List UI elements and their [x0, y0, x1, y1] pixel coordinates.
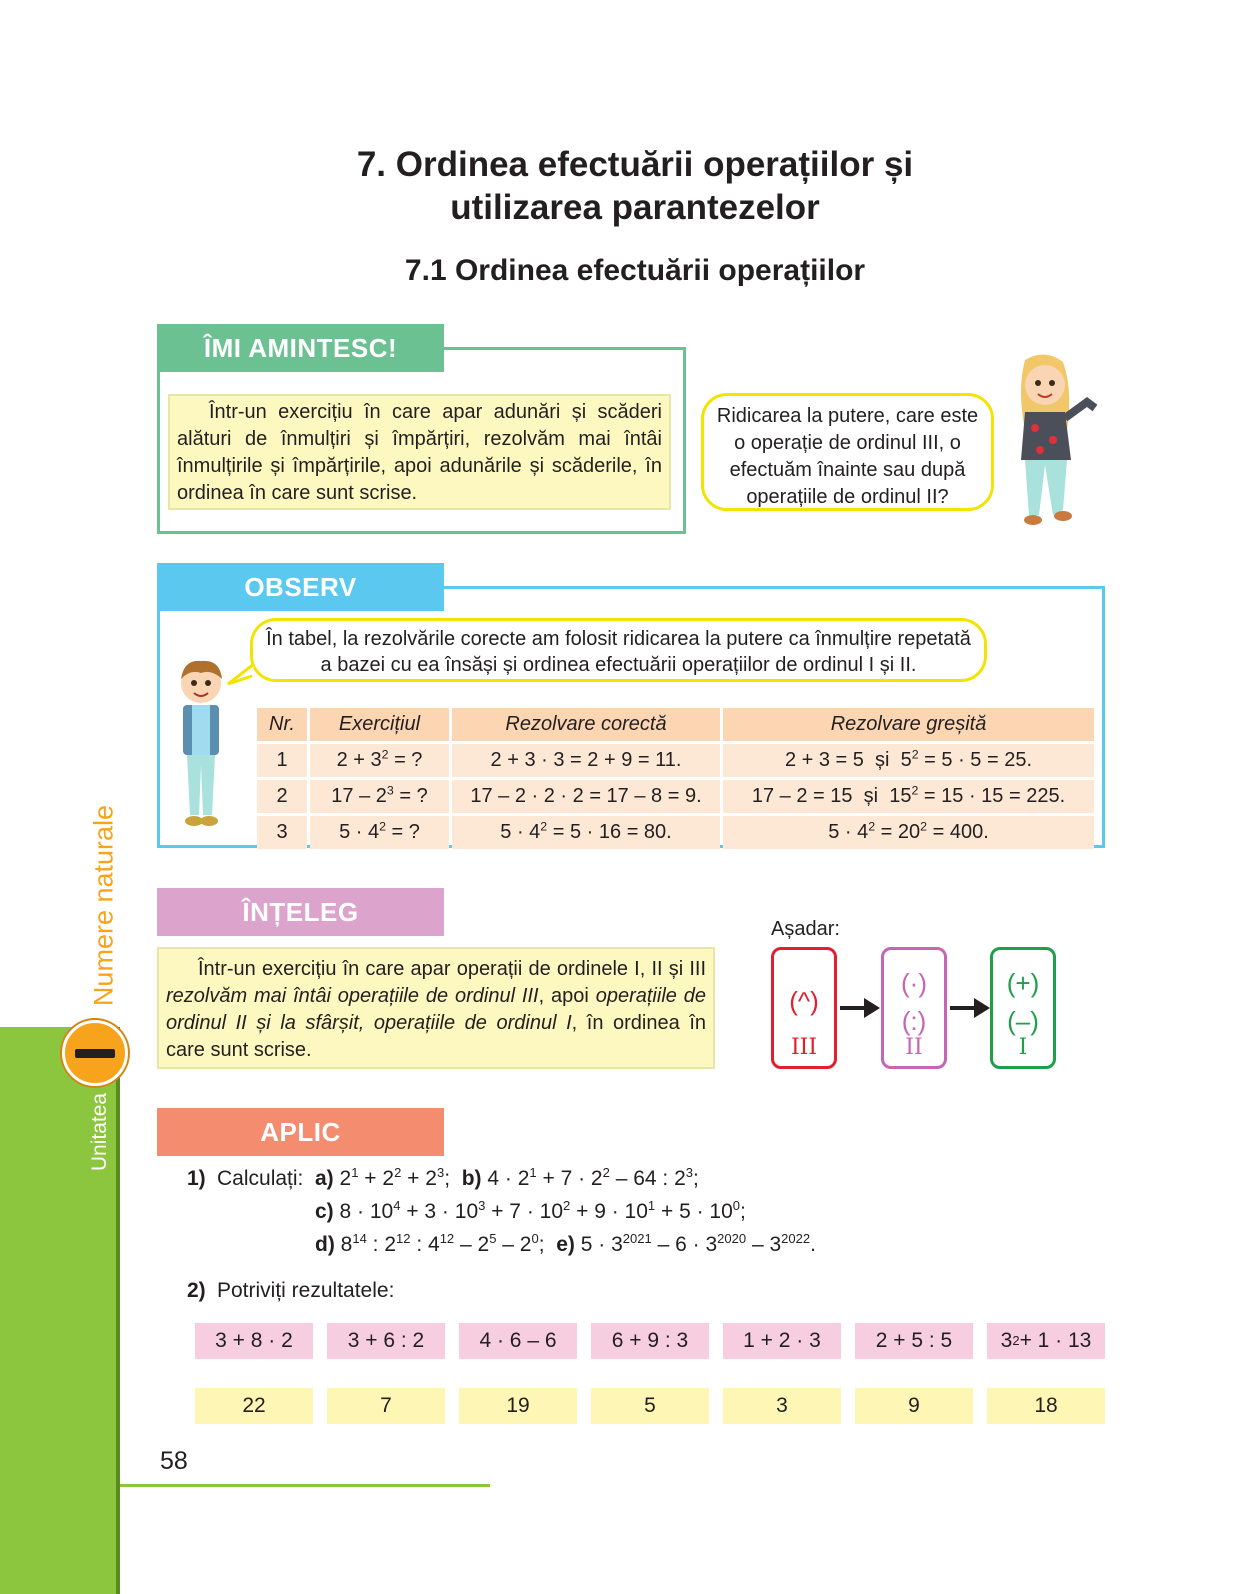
table-row: [257, 780, 1094, 813]
order-symbol: (:): [901, 1006, 927, 1036]
expression-chip[interactable]: 3 + 6 : 2: [327, 1323, 445, 1359]
cell-correct: $5 \cdot 4^2 = 5 \cdot 16 = 80$.: [452, 816, 720, 849]
remember-header: ÎMI AMINTESC!: [157, 324, 444, 372]
cell-wrong: $5 \cdot 4^2 = 20^2 = 400$.: [723, 816, 1094, 849]
order-symbol: (·): [901, 968, 927, 998]
order-symbol: (+): [1006, 968, 1040, 998]
cell-exercise: $2 + 3^2$ = ?: [310, 744, 449, 777]
col-correct: Rezolvare corectă: [452, 708, 720, 741]
exercise-2-label: Potriviți rezultatele:: [217, 1279, 395, 1302]
boy-speech-text: În tabel, la rezolvările corecte am folosit ridicarea la putere ca înmulțire repetată a bazei cu ea însăși și ordinea efectuării operațiilor de ordinul I și II.: [266, 628, 971, 676]
exercise-1-label: Calculați:: [217, 1167, 304, 1190]
result-chip[interactable]: 18: [987, 1388, 1105, 1424]
remember-text: Într-un exercițiu în care apar adunări și scăderi alături de înmulțiri și împărțiri, rezolvăm mai întâi înmulțirile și împărțirile, apoi adunările și scăderile, în ordinea în care sunt scrise.: [177, 401, 662, 504]
cell-correct: 2 + 3 · 3 = 2 + 9 = 11.: [452, 744, 720, 777]
expression-chip[interactable]: 2 + 5 : 5: [855, 1323, 973, 1359]
girl-speech-text: Ridicarea la putere, care este o operație de ordinul III, o efectuăm înainte sau după operațiile de ordinul II?: [716, 405, 979, 508]
cell-exercise: $17 - 2^3$ = ?: [310, 780, 449, 813]
table-header-row: [257, 708, 1094, 741]
cell-wrong: 17 – 2 = 15 și $15^2 = 15 \cdot 15 = 225$.: [723, 780, 1094, 813]
boy-illustration: [170, 655, 232, 835]
page-title-line1: 7. Ordinea efectuării operațiilor și: [356, 145, 914, 184]
cell-wrong: 2 + 3 = 5 și $5^2 = 5 \cdot 5 = 25$.: [723, 744, 1094, 777]
remember-note: [168, 394, 671, 510]
page-title-line2: utilizarea parantezelor: [450, 188, 820, 227]
result-chip[interactable]: 7: [327, 1388, 445, 1424]
sidebar-edge-shadow: [116, 1027, 120, 1594]
order-symbols: [774, 950, 834, 1020]
result-chip[interactable]: 19: [459, 1388, 577, 1424]
asadar-label: Așadar:: [771, 918, 840, 940]
section-subtitle: 7.1 Ordinea efectuării operațiilor: [404, 254, 866, 287]
understand-note: [157, 947, 715, 1069]
unit-badge: [62, 1020, 128, 1086]
observe-header: OBSERV: [157, 563, 444, 611]
exercise-1-number: 1): [187, 1167, 206, 1190]
order-roman-numeral: I: [1018, 1035, 1028, 1060]
col-exercise: Exercițiul: [310, 708, 449, 741]
order-symbols: [993, 950, 1053, 1040]
unit-badge-dash: [75, 1049, 115, 1058]
apply-header: APLIC: [157, 1108, 444, 1156]
order-roman-numeral: II: [905, 1035, 923, 1060]
boy-speech-bubble: [250, 618, 987, 682]
result-chip[interactable]: 9: [855, 1388, 973, 1424]
exercise-1-line-3: d) $8^{14}$ : $2^{12}$ : $4^{12} - 2^5 - 2^0$; e) $5 \cdot 3^{2021} - 6 \cdot 3^{2020} - 3^{2022}$.: [315, 1231, 816, 1256]
order-symbol: (–): [1007, 1006, 1039, 1036]
expression-chip[interactable]: 3 2 + 1 · 13: [987, 1323, 1105, 1359]
col-wrong: Rezolvare greșită: [723, 708, 1094, 741]
table-row: [257, 816, 1094, 849]
result-chip[interactable]: 5: [591, 1388, 709, 1424]
arrow-right-2: [950, 1006, 976, 1010]
understand-text: Într-un exercițiu în care apar operații de ordinele I, II și III rezolvăm mai întâi operațiile de ordinul III, apoi operațiile de ordinul II și la sfârșit, operațiile de ordinul I, în ordinea în care sunt scrise.: [166, 958, 707, 1061]
order-box-ii: [881, 947, 947, 1069]
unit-label: Unitatea: [88, 1092, 111, 1172]
col-nr: Nr.: [257, 708, 307, 741]
bubble-tail: [226, 662, 256, 686]
expression-chip[interactable]: 3 + 8 · 2: [195, 1323, 313, 1359]
result-chip[interactable]: 22: [195, 1388, 313, 1424]
arrow-right-1: [840, 1006, 866, 1010]
page-number: 58: [160, 1447, 188, 1475]
expression-chip[interactable]: 4 · 6 – 6: [459, 1323, 577, 1359]
footer-rule: [120, 1484, 490, 1487]
cell-nr: 1: [257, 744, 307, 777]
order-symbols: [884, 950, 944, 1040]
order-box-iii: [771, 947, 837, 1069]
comparison-table: [254, 705, 1097, 852]
cell-nr: 2: [257, 780, 307, 813]
exercise-1-line-1: a) $2^1 + 2^2 + 2^3$; b) $4 \cdot 2^1 + 7 \cdot 2^2 - 64$ : $2^3$;: [315, 1165, 699, 1190]
cell-nr: 3: [257, 816, 307, 849]
exercise-2-number: 2): [187, 1279, 206, 1302]
page-title: [0, 143, 1240, 229]
cell-correct: 17 – 2 · 2 · 2 = 17 – 8 = 9.: [452, 780, 720, 813]
exercise-1-line-2: c) $8 \cdot 10^4 + 3 \cdot 10^3 + 7 \cdot 10^2 + 9 \cdot 10^1 + 5 \cdot 10^0$;: [315, 1198, 746, 1223]
table-row: [257, 744, 1094, 777]
order-symbol: (^): [789, 986, 819, 1016]
order-box-i: [990, 947, 1056, 1069]
expression-chip[interactable]: 6 + 9 : 3: [591, 1323, 709, 1359]
expression-chip[interactable]: 1 + 2 · 3: [723, 1323, 841, 1359]
girl-illustration: [995, 350, 1110, 530]
cell-exercise: $5 \cdot 4^2$ = ?: [310, 816, 449, 849]
understand-header: ÎNȚELEG: [157, 888, 444, 936]
girl-speech-bubble: [701, 393, 994, 511]
order-roman-numeral: III: [790, 1035, 818, 1060]
unit-title: Numere naturale: [88, 804, 119, 1007]
result-chip[interactable]: 3: [723, 1388, 841, 1424]
